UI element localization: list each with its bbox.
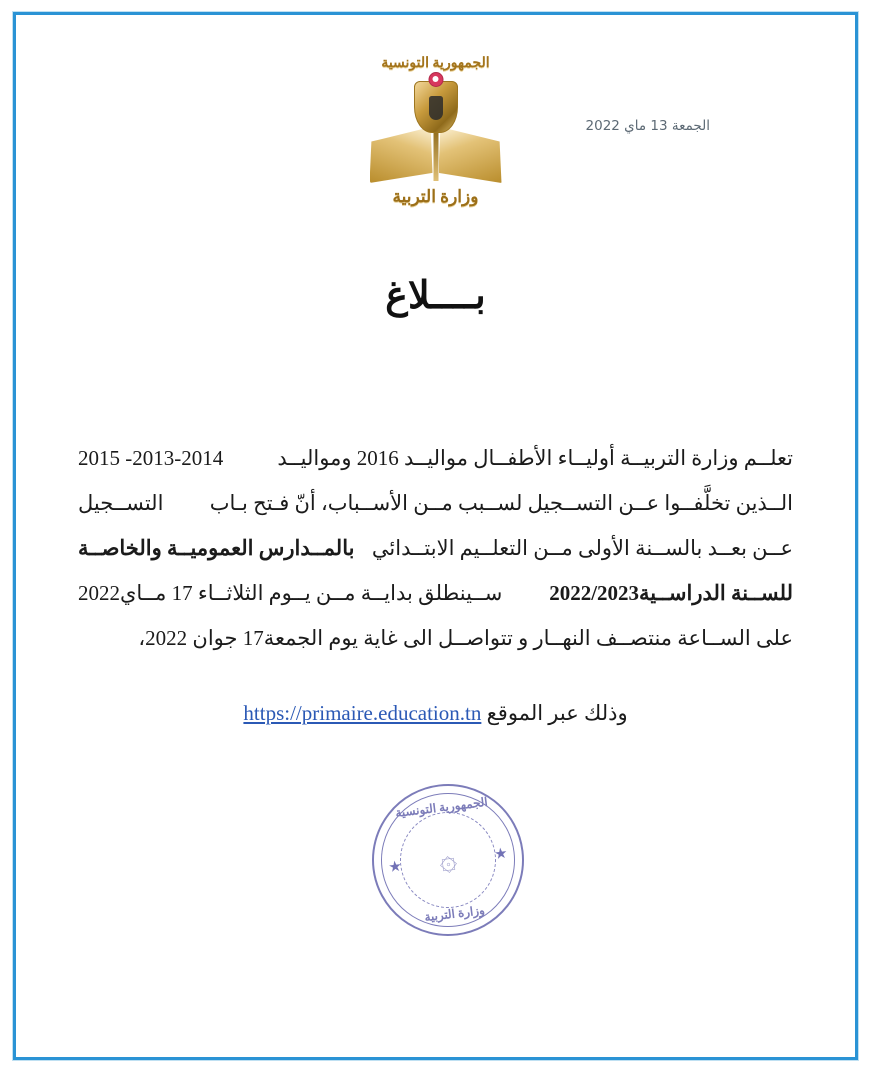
- website-label: وذلك عبر الموقع: [486, 701, 628, 725]
- website-line: [78, 701, 793, 726]
- stamp-star-left-icon: ★: [387, 858, 403, 877]
- document-frame: [13, 12, 858, 1060]
- logo-republic-text: الجمهورية التونسية: [381, 56, 490, 71]
- body-line-1: [78, 436, 793, 481]
- logo-ministry-text: وزارة التربية: [392, 187, 479, 206]
- website-link[interactable]: https://primaire.education.tn: [243, 701, 482, 725]
- stamp-star-right-icon: ★: [493, 845, 509, 864]
- body-line-4-emphasis: للســنة الدراســية2022/2023: [549, 581, 793, 605]
- shield-icon: [414, 81, 458, 133]
- body-line-3-emphasis: بالمــدارس العموميــة والخاصــة: [78, 536, 355, 560]
- body-line-3: [78, 526, 793, 571]
- body-line-1-start: تعلــم وزارة التربيــة أوليــاء الأطفــال مواليــد 2016 ومواليــد: [277, 446, 793, 470]
- book-spine: [433, 129, 438, 181]
- body-line-4-rest: ســينطلق بدايــة مــن يــوم الثلاثــاء 17 مــاي2022: [78, 581, 503, 605]
- body-line-3-start: عــن بعــد بالســنة الأولى مــن التعلــيم الابتــدائي: [371, 536, 793, 560]
- document-header: [16, 15, 855, 255]
- body-line-5-text: على الســاعة منتصــف النهــار و تتواصــل الى غاية يوم الجمعة17 جوان 2022،: [138, 626, 793, 650]
- flag-roundel-icon: [428, 72, 443, 87]
- body-line-2: [78, 481, 793, 526]
- body-line-4: [78, 571, 793, 616]
- official-stamp: [363, 775, 532, 944]
- page-title: بــــلاغ: [385, 275, 486, 317]
- book-page-left: [370, 127, 433, 183]
- document-date: الجمعة 13 ماي 2022: [585, 118, 710, 134]
- ministry-logo: [341, 57, 531, 205]
- stamp-text-bottom: وزارة التربية: [423, 902, 486, 925]
- document-inner: [16, 15, 855, 1057]
- stamp-center-emblem-icon: ۞: [437, 842, 459, 878]
- book-page-right: [439, 127, 502, 183]
- stamp-area: [16, 784, 855, 974]
- document-body: [78, 436, 793, 661]
- body-line-1-end: 2013-2014- 2015: [78, 446, 224, 470]
- stamp-text-top: الجمهورية التونسية: [394, 794, 489, 821]
- ministry-emblem-icon: [361, 73, 511, 185]
- body-line-5: [78, 616, 793, 661]
- body-line-2-start: الــذين تخلَّفــوا عــن التســجيل لســبب مــن الأســباب، أنّ فـتح بـاب: [209, 491, 793, 515]
- body-line-2-end: التســجيل: [78, 491, 164, 515]
